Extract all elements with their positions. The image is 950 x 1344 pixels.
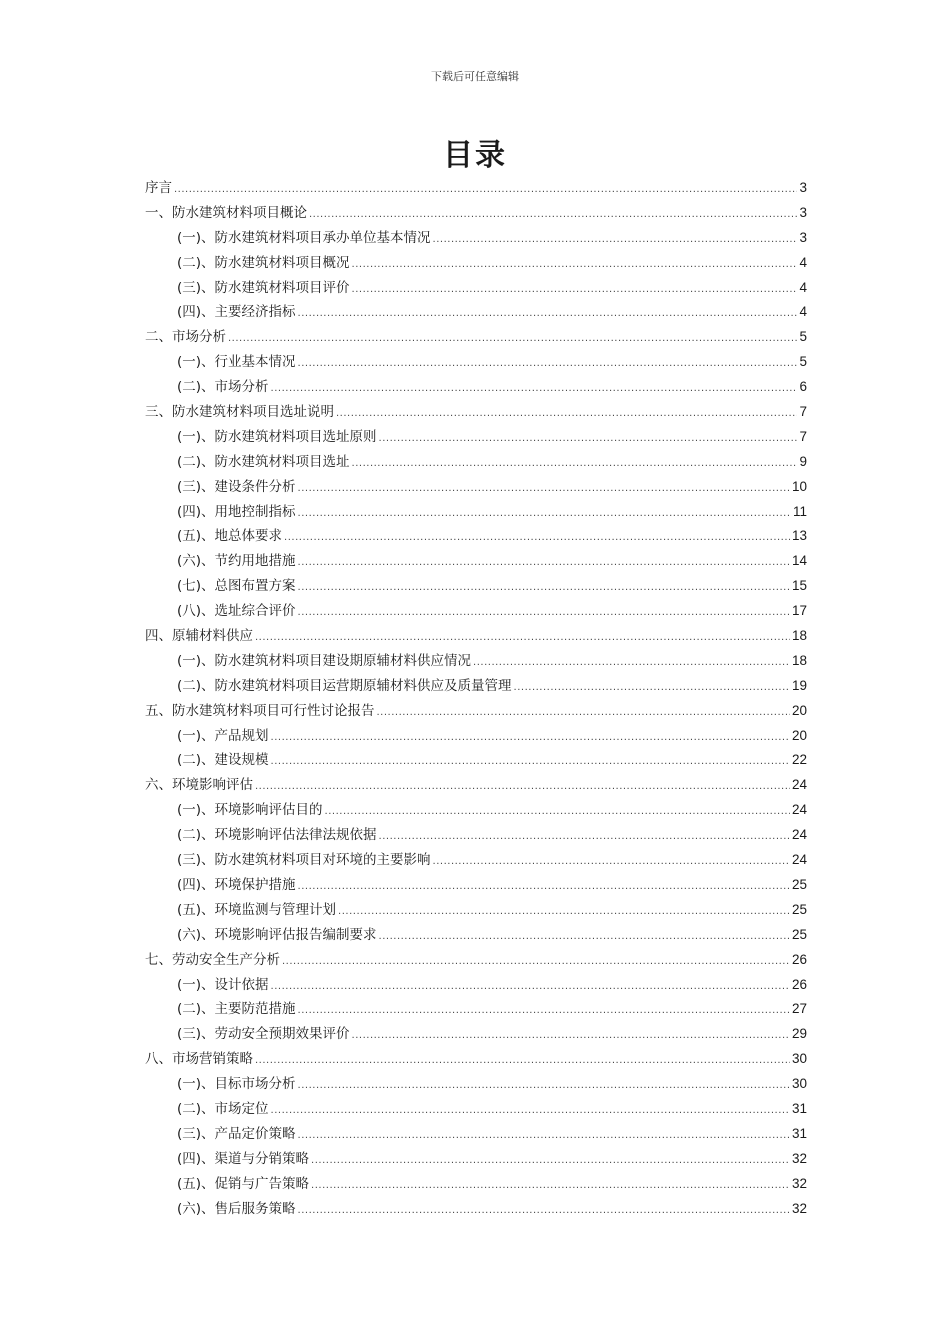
toc-entry-page-number: 13 [791,528,807,544]
toc-dot-leader [298,601,790,626]
toc-entry-label: (四)、用地控制指标 [177,503,296,520]
toc-entry[interactable] [145,1172,807,1197]
toc-dot-leader [298,502,791,527]
toc-entry-label: (六)、售后服务策略 [177,1200,296,1217]
toc-entry-page-number: 22 [791,752,807,768]
toc-entry[interactable] [145,724,807,749]
toc-dot-leader [379,427,798,452]
toc-entry-page-number: 7 [799,404,807,420]
toc-entry-page-number: 25 [791,926,807,942]
toc-entry[interactable] [145,375,807,400]
toc-dot-leader [473,651,790,676]
toc-dot-leader [174,178,797,203]
toc-entry-page-number: 32 [791,1200,807,1216]
toc-entry-page-number: 4 [799,254,807,270]
toc-entry-page-number: 17 [791,603,807,619]
toc-entry-page-number: 3 [799,180,807,195]
toc-entry[interactable] [145,176,807,201]
toc-entry-label: (二)、防水建筑材料项目概况 [177,254,350,271]
toc-dot-leader [298,1074,790,1099]
toc-entry-page-number: 18 [791,628,807,644]
toc-dot-leader [433,228,798,253]
toc-entry[interactable] [145,823,807,848]
toc-entry-label: (四)、渠道与分销策略 [177,1150,310,1167]
toc-entry-page-number: 30 [791,1076,807,1092]
toc-entry[interactable] [145,898,807,923]
toc-entry[interactable] [145,350,807,375]
toc-entry-page-number: 18 [791,652,807,668]
toc-entry-page-number: 24 [791,827,807,843]
toc-entry[interactable] [145,699,807,724]
toc-entry[interactable] [145,748,807,773]
toc-entry[interactable] [145,624,807,649]
toc-entry[interactable] [145,251,807,276]
toc-entry[interactable] [145,300,807,325]
toc-entry-label: 序言 [145,180,172,196]
toc-entry-label: (二)、市场定位 [177,1100,269,1117]
toc-entry[interactable] [145,798,807,823]
toc-entry-label: (一)、防水建筑材料项目承办单位基本情况 [177,229,431,246]
toc-entry[interactable] [145,1097,807,1122]
toc-entry-page-number: 11 [792,503,807,519]
toc-dot-leader [298,1124,790,1149]
toc-dot-leader [325,800,790,825]
toc-entry-page-number: 19 [791,677,807,693]
toc-dot-leader [271,750,790,775]
toc-dot-leader [514,676,790,701]
toc-entry-label: (一)、环境影响评估目的 [177,802,323,819]
toc-dot-leader [271,726,790,751]
toc-dot-leader [336,402,797,427]
toc-entry-label: (一)、行业基本情况 [177,354,296,371]
toc-entry-page-number: 4 [799,279,807,295]
toc-entry-label: (二)、市场分析 [177,379,269,396]
toc-dot-leader [379,925,790,950]
toc-dot-leader [379,825,790,850]
toc-entry[interactable] [145,425,807,450]
toc-dot-leader [271,1099,790,1124]
toc-entry[interactable] [145,1022,807,1047]
toc-dot-leader [311,1149,790,1174]
toc-entry-label: (二)、建设规模 [177,752,269,769]
toc-entry-label: (二)、主要防范措施 [177,1001,296,1018]
toc-entry[interactable] [145,500,807,525]
toc-dot-leader [282,950,790,975]
toc-entry[interactable] [145,226,807,251]
toc-entry-page-number: 14 [791,553,807,569]
toc-entry[interactable] [145,773,807,798]
toc-entry-page-number: 31 [791,1125,807,1141]
toc-entry[interactable] [145,923,807,948]
toc-entry-page-number: 5 [799,329,807,345]
toc-dot-leader [228,327,797,352]
toc-entry-page-number: 32 [791,1150,807,1166]
toc-entry-label: (二)、防水建筑材料项目运营期原辅材料供应及质量管理 [177,677,512,694]
toc-dot-leader [298,999,790,1024]
toc-entry[interactable] [145,1122,807,1147]
toc-entry-page-number: 3 [799,204,807,220]
toc-entry[interactable] [145,549,807,574]
header-note: 下载后可任意编辑 [431,70,519,83]
toc-entry-label: (七)、总图布置方案 [177,578,296,595]
toc-entry-label: (四)、环境保护措施 [177,876,296,893]
toc-entry[interactable] [145,574,807,599]
toc-entry-label: 二、市场分析 [145,329,226,346]
toc-entry-label: (五)、环境监测与管理计划 [177,901,337,918]
toc-entry-page-number: 29 [791,1026,807,1042]
toc-entry-label: (二)、环境影响评估法律法规依据 [177,827,377,844]
toc-dot-leader [338,900,790,925]
toc-dot-leader [255,775,790,800]
toc-entry[interactable] [145,1072,807,1097]
toc-dot-leader [284,526,790,551]
toc-entry-page-number: 5 [799,354,807,370]
toc-entry[interactable] [145,948,807,973]
toc-dot-leader [352,452,798,477]
toc-entry-label: (三)、产品定价策略 [177,1125,296,1142]
toc-entry-label: (三)、劳动安全预期效果评价 [177,1026,350,1043]
toc-entry-page-number: 27 [791,1001,807,1017]
toc-dot-leader [377,701,790,726]
toc-entry-page-number: 10 [791,478,807,494]
toc-dot-leader [352,253,798,278]
toc-entry[interactable] [145,524,807,549]
toc-entry[interactable] [145,973,807,998]
toc-entry-label: (六)、环境影响评估报告编制要求 [177,926,377,943]
toc-entry[interactable] [145,997,807,1022]
toc-entry[interactable] [145,1147,807,1172]
toc-entry-label: 六、环境影响评估 [145,777,253,794]
toc-entry-page-number: 24 [791,777,807,793]
toc-dot-leader [255,1049,790,1074]
toc-dot-leader [298,576,790,601]
toc-entry-label: 五、防水建筑材料项目可行性讨论报告 [145,702,375,719]
toc-entry-label: (一)、产品规划 [177,727,269,744]
toc-entry-label: (五)、地总体要求 [177,528,283,545]
toc-entry-page-number: 26 [791,976,807,992]
toc-entry-page-number: 3 [799,229,807,245]
toc-entry-label: (三)、防水建筑材料项目评价 [177,279,350,296]
toc-dot-leader [271,377,798,402]
toc-dot-leader [298,551,790,576]
toc-entry[interactable] [145,1047,807,1072]
toc-entry-label: (六)、节约用地措施 [177,553,296,570]
toc-entry-page-number: 24 [791,802,807,818]
toc-entry-label: (三)、防水建筑材料项目对环境的主要影响 [177,852,431,869]
toc-entry[interactable] [145,400,807,425]
toc-entry[interactable] [145,649,807,674]
toc-entry[interactable] [145,1197,807,1222]
toc-entry-page-number: 31 [791,1100,807,1116]
toc-dot-leader [298,875,790,900]
toc-dot-leader [311,1174,790,1199]
toc-entry-label: (一)、设计依据 [177,976,269,993]
toc-entry-label: (四)、主要经济指标 [177,304,296,321]
page-title: 目录 [443,138,507,173]
toc-dot-leader [352,1024,790,1049]
toc-entry-page-number: 26 [791,951,807,967]
toc-entry[interactable] [145,599,807,624]
toc-entry-label: 八、市场营销策略 [145,1051,253,1068]
toc-entry-page-number: 32 [791,1175,807,1191]
toc-entry-page-number: 25 [791,876,807,892]
toc-dot-leader [352,278,798,303]
toc-entry-label: (一)、目标市场分析 [177,1076,296,1093]
toc-entry[interactable] [145,325,807,350]
toc-entry-label: 三、防水建筑材料项目选址说明 [145,404,334,421]
toc-entry-page-number: 15 [791,578,807,594]
toc-entry-label: (五)、促销与广告策略 [177,1175,310,1192]
toc-dot-leader [298,352,798,377]
toc-dot-leader [433,850,790,875]
toc-entry[interactable] [145,276,807,301]
toc-entry-label: (八)、选址综合评价 [177,603,296,620]
toc-entry-page-number: 6 [799,379,807,395]
toc-dot-leader [298,302,798,327]
toc-entry-page-number: 9 [799,453,807,469]
toc-entry-page-number: 7 [799,428,807,444]
toc-entry-page-number: 30 [791,1051,807,1067]
toc-entry-label: (一)、防水建筑材料项目选址原则 [177,428,377,445]
toc-entry[interactable] [145,201,807,226]
toc-entry-page-number: 20 [791,727,807,743]
toc-dot-leader [298,1199,790,1224]
toc-dot-leader [271,975,790,1000]
toc-dot-leader [309,203,797,228]
toc-entry-page-number: 20 [791,702,807,718]
toc-dot-leader [255,626,790,651]
toc-entry[interactable] [145,475,807,500]
table-of-contents [145,176,807,1221]
toc-entry-label: 一、防水建筑材料项目概论 [145,204,307,221]
toc-dot-leader [298,477,790,502]
toc-entry-label: (二)、防水建筑材料项目选址 [177,453,350,470]
toc-entry[interactable] [145,848,807,873]
toc-entry[interactable] [145,450,807,475]
toc-entry-label: (三)、建设条件分析 [177,478,296,495]
toc-entry[interactable] [145,873,807,898]
toc-entry-page-number: 25 [791,901,807,917]
toc-entry-page-number: 4 [799,304,807,320]
toc-entry-label: (一)、防水建筑材料项目建设期原辅材料供应情况 [177,652,472,669]
toc-entry[interactable] [145,674,807,699]
toc-entry-page-number: 24 [791,852,807,868]
toc-entry-label: 四、原辅材料供应 [145,628,253,645]
toc-entry-label: 七、劳动安全生产分析 [145,951,280,968]
